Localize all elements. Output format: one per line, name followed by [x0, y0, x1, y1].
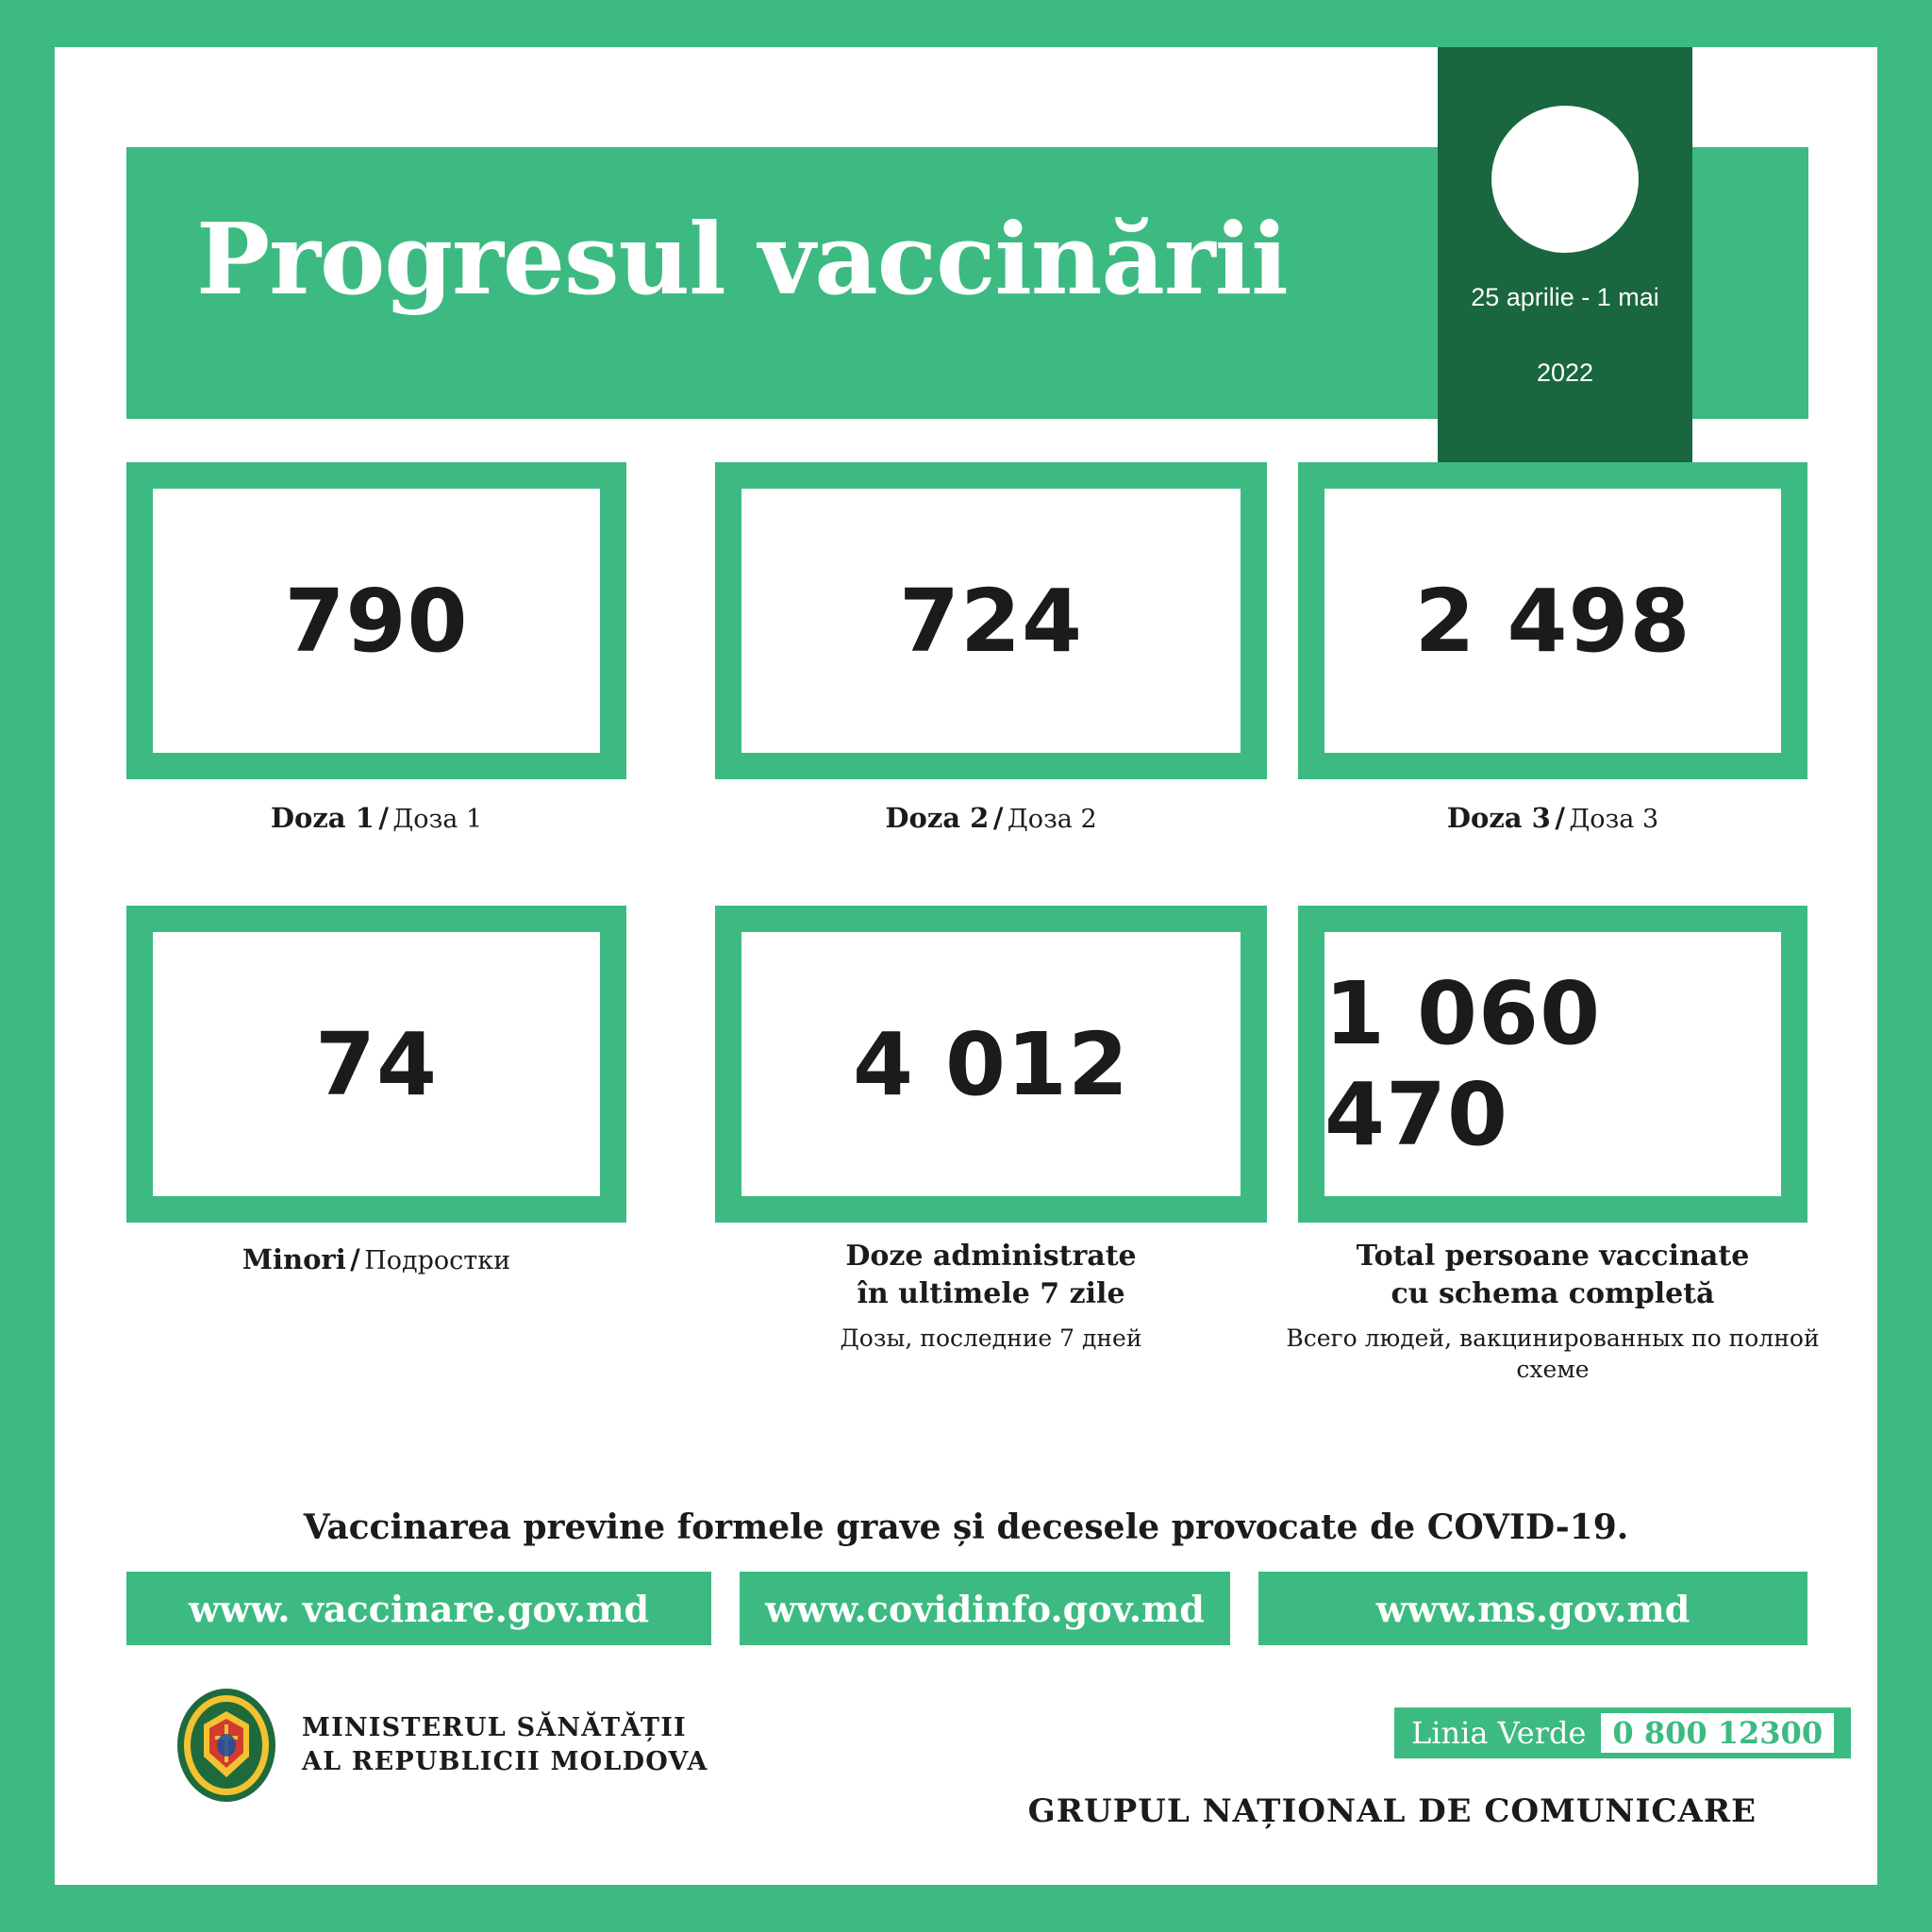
stat-value: 4 012 — [852, 1013, 1130, 1115]
stat-card-inner — [153, 489, 600, 753]
stat-label-ru: Доза 2 — [1007, 805, 1097, 834]
stat-value: 74 — [314, 1013, 439, 1115]
ribbon-year: 2022 — [1536, 358, 1594, 387]
stat-label-ro: Minori — [242, 1243, 346, 1275]
date-ribbon — [1438, 47, 1692, 519]
stat-label-doza-3 — [1298, 802, 1807, 834]
calendar-circle-icon — [1491, 106, 1639, 253]
page-title: Progresul vaccinării — [196, 201, 1288, 317]
stat-label-doza-1 — [126, 802, 626, 834]
hotline-badge — [1394, 1707, 1851, 1758]
stat-value: 2 498 — [1414, 570, 1691, 672]
stat-card-inner — [741, 489, 1241, 753]
hotline-label: Linia Verde — [1411, 1715, 1587, 1751]
stat-label-ro: Doza 1 — [270, 802, 375, 834]
stat-value: 724 — [898, 570, 1084, 672]
ribbon-date-range: 25 aprilie - 1 mai — [1471, 283, 1659, 311]
stat-label-separator: / — [992, 802, 1004, 834]
stat-label-ru: Доза 1 — [392, 805, 483, 834]
moldova-coat-of-arms-icon — [175, 1687, 277, 1804]
stat-label-separator: / — [1555, 802, 1565, 834]
ministry-name — [302, 1711, 708, 1780]
stat-label-ro-line2: în ultimele 7 zile — [857, 1276, 1125, 1310]
hotline-number: 0 800 12300 — [1601, 1713, 1834, 1753]
stat-label-total-vaccinate — [1251, 1238, 1855, 1385]
stat-label-ro-line2: cu schema completă — [1391, 1276, 1715, 1310]
stat-value: 1 060 470 — [1324, 963, 1602, 1165]
stat-label-ru: Доза 3 — [1569, 805, 1659, 834]
stat-label-ru: Подростки — [364, 1246, 511, 1275]
stat-label-ro-line1: Total persoane vaccinate — [1356, 1240, 1750, 1273]
stat-card-inner — [1324, 489, 1781, 753]
stat-card-inner — [153, 932, 600, 1196]
link-covidinfo[interactable]: www.covidinfo.gov.md — [740, 1572, 1230, 1645]
ministry-line1: MINISTERUL SĂNĂTĂȚII — [302, 1713, 687, 1742]
stat-label-separator: / — [350, 1243, 360, 1275]
stat-card-inner — [1324, 932, 1781, 1196]
stat-label-doza-2 — [715, 802, 1267, 834]
poster-canvas — [55, 47, 1877, 1885]
stat-card-minori — [126, 906, 626, 1223]
stat-card-doza-3 — [1298, 462, 1807, 779]
stat-value: 790 — [284, 570, 469, 672]
stat-card-total-vaccinate — [1298, 906, 1807, 1223]
stat-card-doza-2 — [715, 462, 1267, 779]
communication-group-name: GRUPUL NAȚIONAL DE COMUNICARE — [1027, 1792, 1757, 1830]
ministry-line2: AL REPUBLICII MOLDOVA — [302, 1747, 708, 1777]
stat-label-doze-7-zile — [715, 1238, 1267, 1355]
stat-label-separator: / — [378, 802, 389, 834]
stat-label-ru: Всего людей, вакцинированных по полной схеме — [1286, 1324, 1820, 1383]
slogan-text: Vaccinarea previne formele grave și decesele provocate de COVID-19. — [303, 1507, 1629, 1547]
stat-label-ro: Doza 3 — [1446, 802, 1551, 834]
stat-card-doze-7-zile — [715, 906, 1267, 1223]
stat-card-doza-1 — [126, 462, 626, 779]
stat-label-ro-line1: Doze administrate — [845, 1240, 1137, 1273]
stat-card-inner — [741, 932, 1241, 1196]
stat-label-ru: Дозы, последние 7 дней — [840, 1324, 1142, 1353]
stat-label-minori — [126, 1243, 626, 1275]
stat-label-ro: Doza 2 — [885, 802, 990, 834]
link-ms[interactable]: www.ms.gov.md — [1258, 1572, 1807, 1645]
link-vaccinare[interactable]: www. vaccinare.gov.md — [126, 1572, 711, 1645]
